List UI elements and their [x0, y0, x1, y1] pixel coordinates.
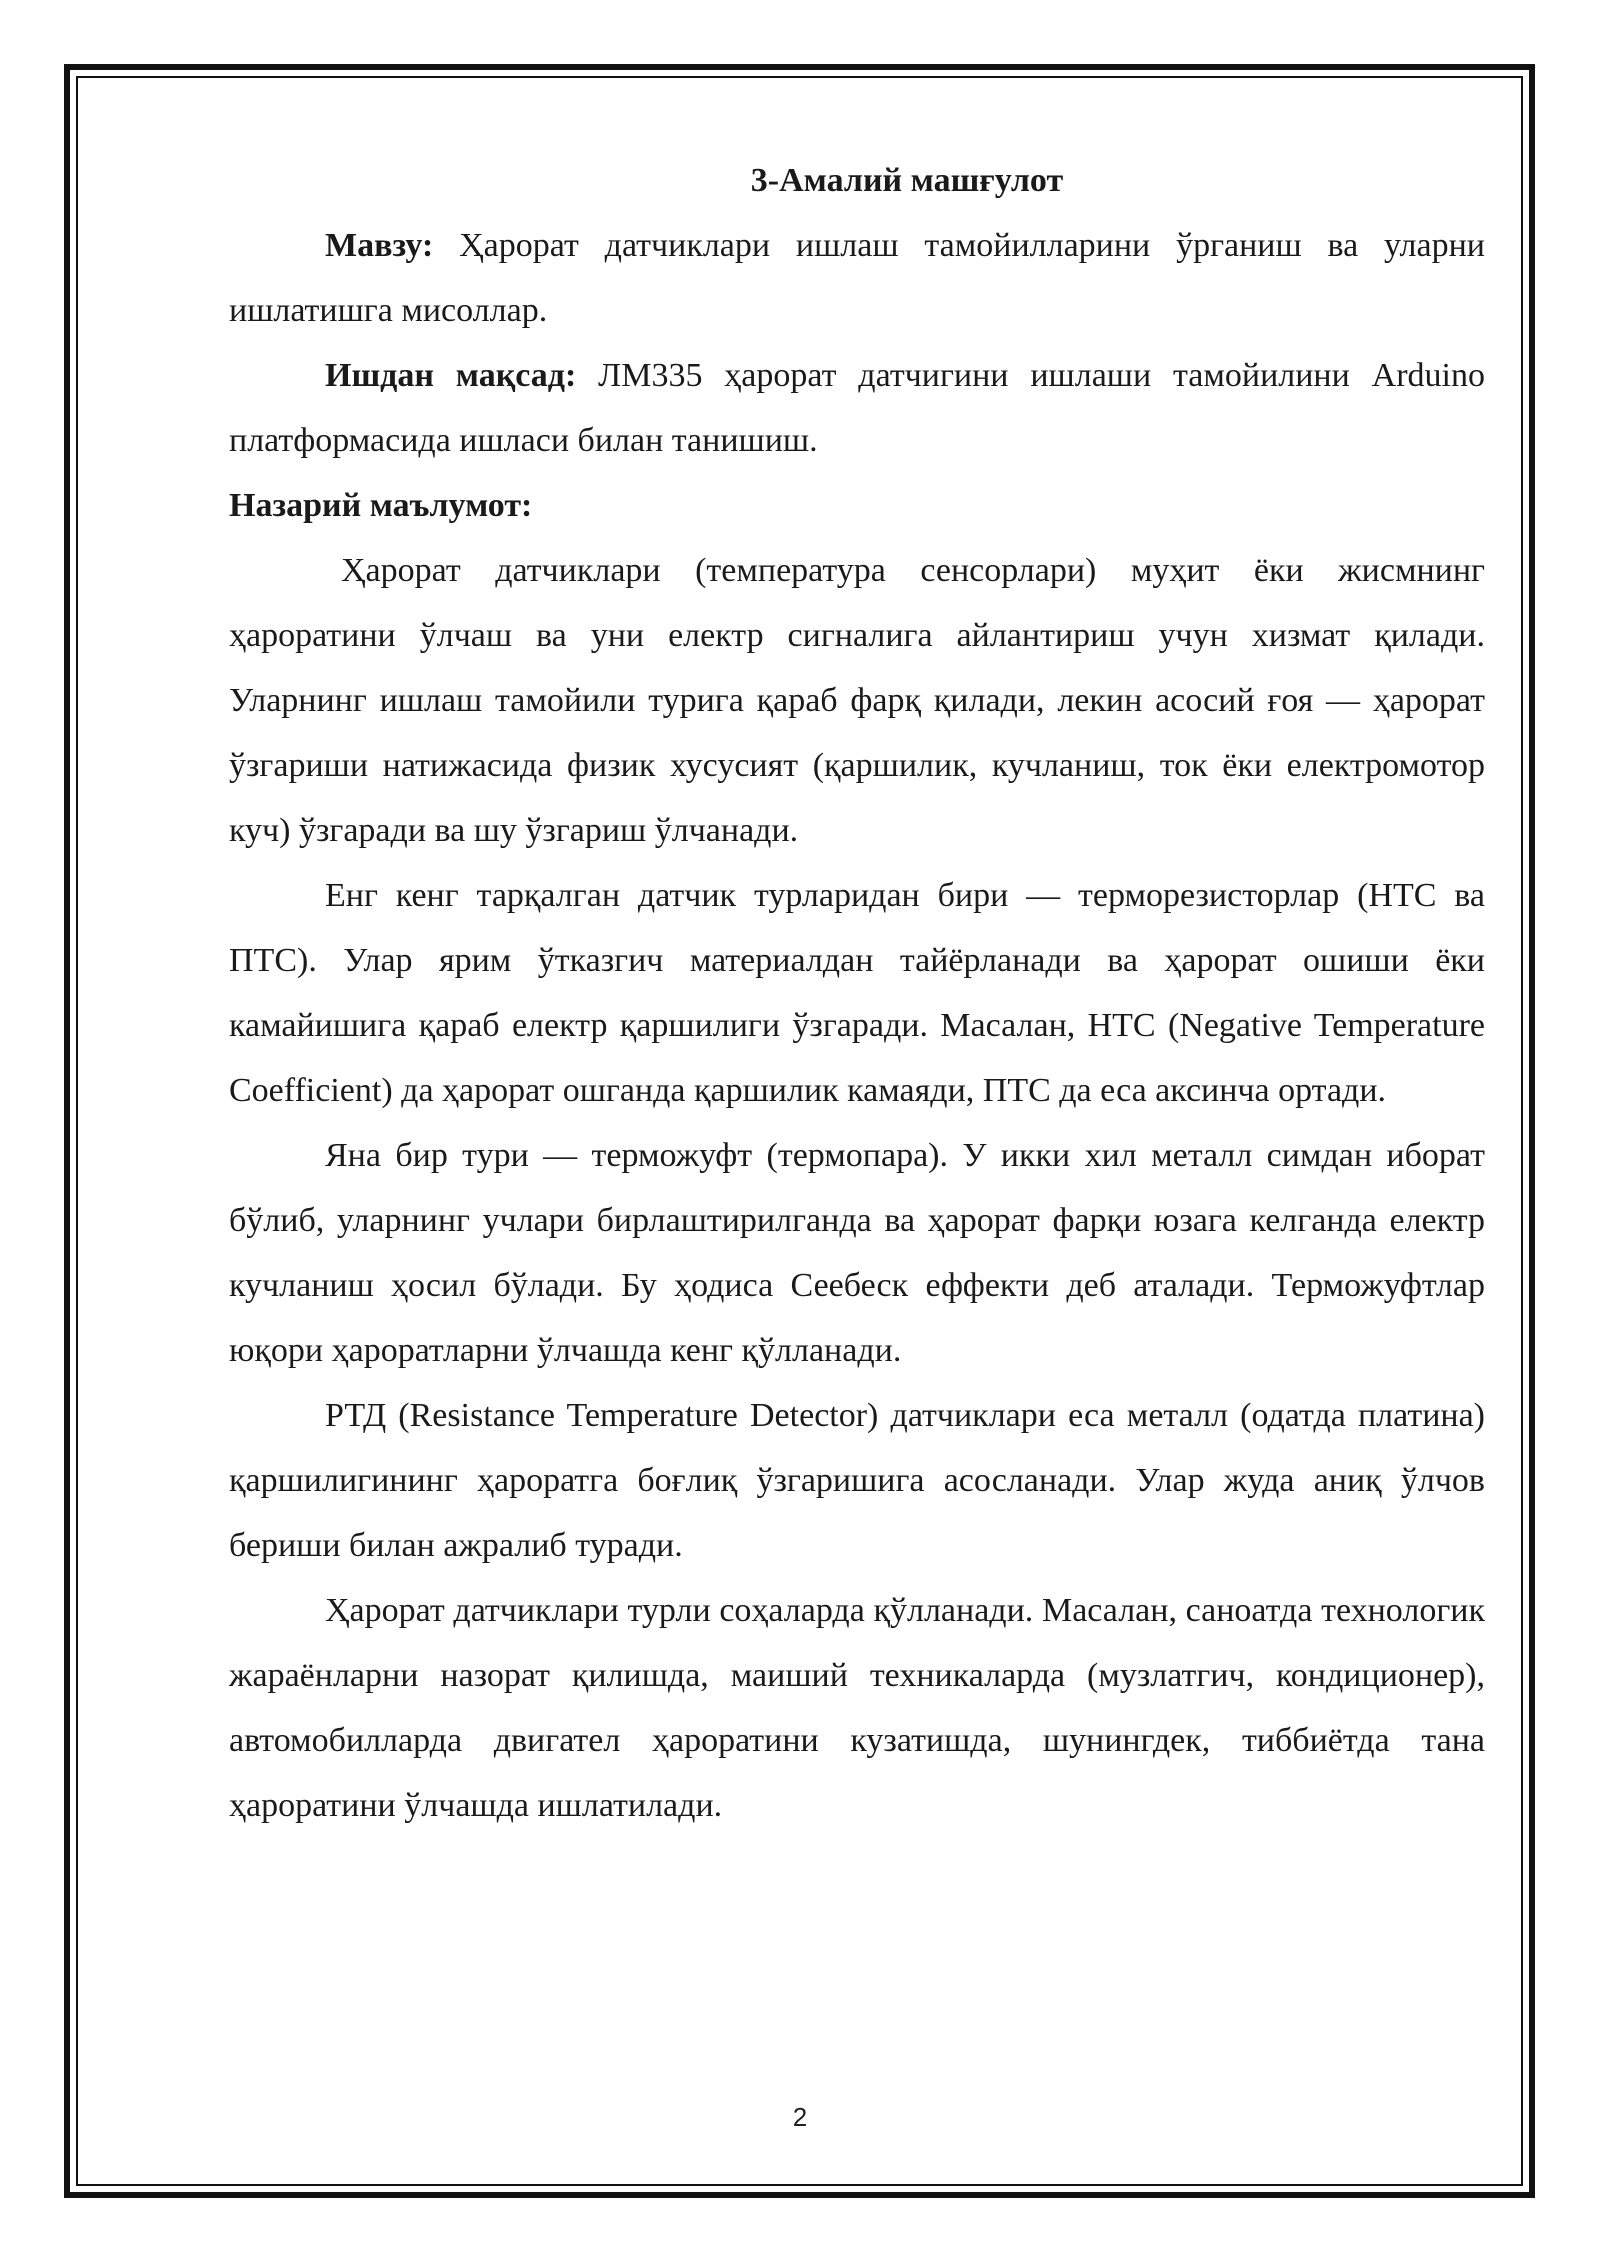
- goal-label: Ишдан мақсад:: [325, 357, 577, 394]
- topic-paragraph: [229, 213, 1485, 343]
- page-number: 2: [792, 2102, 808, 2132]
- topic-label: Мавзу:: [325, 227, 434, 264]
- goal-paragraph: [229, 343, 1485, 473]
- body-paragraph: Ҳарорат датчиклари турли соҳаларда қўлланади. Масалан, саноатда технологик жараёнларни назорат қилишда, маиший техникаларда (музлатгич, кондиционер), автомобилларда двигател ҳароратини кузатишда, шунингдек, тиббиётда тана ҳароратини ўлчашда ишлатилади.: [229, 1592, 1485, 1824]
- page-title: 3-Амалий машғулот: [750, 162, 1064, 199]
- body-paragraph: Ҳарорат датчиклари (температура сенсорлари) муҳит ёки жисмнинг ҳароратини ўлчаш ва уни електр сигналига айлантириш учун хизмат қилади. Уларнинг ишлаш тамойили турига қараб фарқ қилади, лекин асосий ғоя — ҳарорат ўзгариши натижасида физик хусусият (қаршилик, кучланиш, ток ёки електромотор куч) ўзгаради ва шу ўзгариш ўлчанади.: [229, 552, 1485, 849]
- goal-text: ЛМ335 ҳарорат датчигини ишлаши тамойилини Arduino платформасида ишласи билан танишиш.: [229, 357, 1485, 459]
- document-body: [229, 148, 1485, 1838]
- body-paragraph: Енг кенг тарқалган датчик турларидан бири — терморезисторлар (НТС ва ПТС). Улар ярим ўтказгич материалдан тайёрланади ва ҳарорат ошиши ёки камайишига қараб електр қаршилиги ўзгаради. Масалан, НТС (Negative Temperature Coefficient) да ҳарорат ошганда қаршилик камаяди, ПТС да еса аксинча ортади.: [229, 877, 1485, 1109]
- body-paragraph: РТД (Resistance Temperature Detector) датчиклари еса металл (одатда платина) қаршилигининг ҳароратга боғлиқ ўзгаришига асосланади. Улар жуда аниқ ўлчов бериши билан ажралиб туради.: [229, 1397, 1485, 1564]
- topic-text: Ҳарорат датчиклари ишлаш тамойилларини ўрганиш ва уларни ишлатишга мисоллар.: [229, 227, 1485, 329]
- body-paragraph: Яна бир тури — терможуфт (термопара). У икки хил металл симдан иборат бўлиб, уларнинг учлари бирлаштирилганда ва ҳарорат фарқи юзага келганда електр кучланиш ҳосил бўлади. Бу ҳодиса Сеебеск еффекти деб аталади. Терможуфтлар юқори ҳароратларни ўлчашда кенг қўлланади.: [229, 1137, 1485, 1369]
- theory-heading: Назарий маълумот:: [229, 487, 533, 524]
